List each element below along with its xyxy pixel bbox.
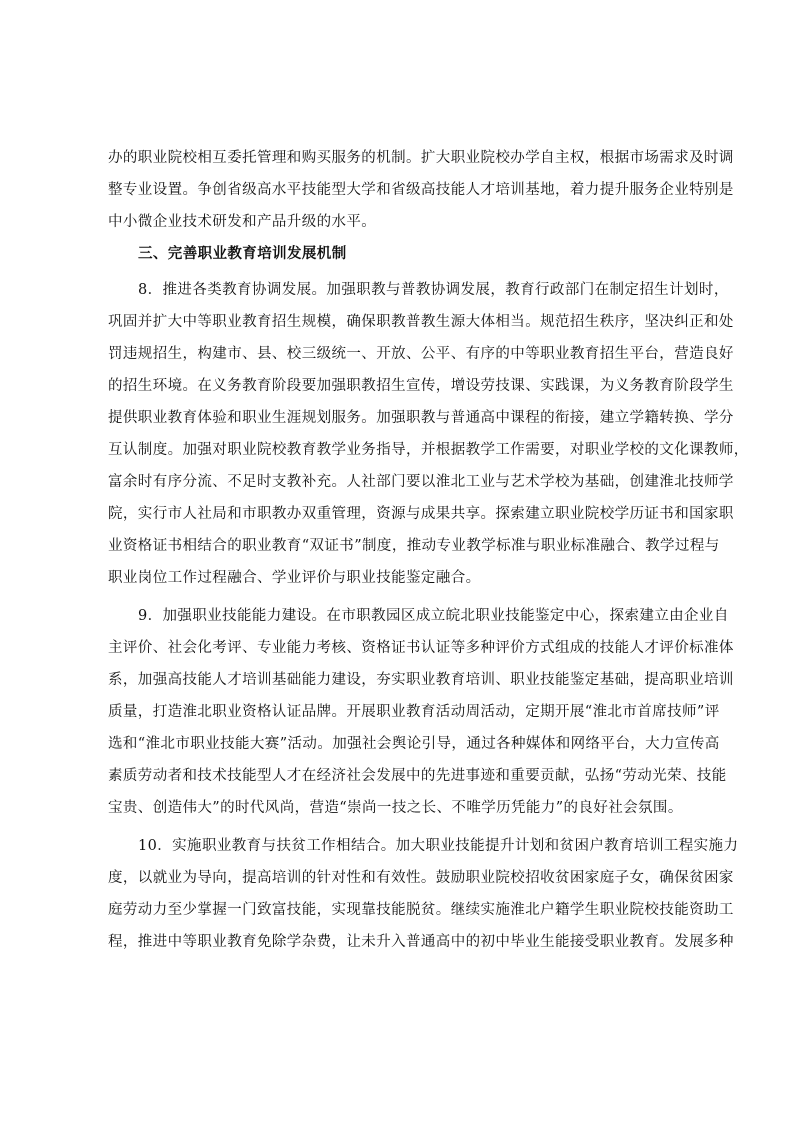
intro-line-2: 整专业设置。争创省级高水平技能型大学和省级高技能人才培训基地，着力提升服务企业特别是 [108,182,734,198]
item9-line-1: 9．加强职业技能能力建设。在市职教园区成立皖北职业技能鉴定中心，探索建立由企业自 [138,608,729,624]
item8-line-9: 业资格证书相结合的职业教育“双证书”制度，推动专业教学标准与职业标准融合、教学过程与 [108,538,720,554]
item9-line-2: 主评价、社会化考评、专业能力考核、资格证书认证等多种评价方式组成的技能人才评价标准体 [108,640,734,656]
item8-line-5: 提供职业教育体验和职业生涯规划服务。加强职教与普通高中课程的衔接，建立学籍转换、学分 [108,410,734,426]
item8-line-3: 罚违规招生，构建市、县、校三级统一、开放、公平、有序的中等职业教育招生平台，营造良好 [108,346,734,362]
item8-line-2: 巩固并扩大中等职业教育招生规模，确保职教普教生源大体相当。规范招生秩序，坚决纠正和处 [108,314,734,330]
item8-line-10: 职业岗位工作过程融合、学业评价与职业技能鉴定融合。 [108,570,481,586]
item10-line-4: 程，推进中等职业教育免除学杂费，让未升入普通高中的初中毕业生能接受职业教育。发展多种 [108,934,734,950]
item10-line-2: 度，以就业为导向，提高培训的针对性和有效性。鼓励职业院校招收贫困家庭子女，确保贫困家 [108,870,734,886]
item10-line-1: 10．实施职业教育与扶贫工作相结合。加大职业技能提升计划和贫困户教育培训工程实施力 [138,838,739,854]
item9-line-3: 系，加强高技能人才培训基础能力建设，夯实职业教育培训、职业技能鉴定基础，提高职业培训 [108,672,734,688]
section-heading: 三、完善职业教育培训发展机制 [138,245,347,262]
item8-line-1: 8．推进各类教育协调发展。加强职教与普教协调发展，教育行政部门在制定招生计划时， [138,282,729,298]
item9-line-5: 选和“淮北市职业技能大赛”活动。加强社会舆论引导，通过各种媒体和网络平台，大力宣传高 [108,736,720,752]
item9-line-6: 素质劳动者和技术技能型人才在经济社会发展中的先进事迹和重要贡献，弘扬“劳动光荣、技能 [108,768,727,784]
intro-line-1: 办的职业院校相互委托管理和购买服务的机制。扩大职业院校办学自主权，根据市场需求及时调 [108,150,734,166]
item8-line-8: 院，实行市人社局和市职教办双重管理，资源与成果共享。探索建立职业院校学历证书和国家职 [108,506,734,522]
item9-line-4: 质量，打造淮北职业资格认证品牌。开展职业教育活动周活动，定期开展“淮北市首席技师”评 [108,704,720,720]
intro-line-3: 中小微企业技术研发和产品升级的水平。 [108,214,377,230]
item9-line-7: 宝贵、创造伟大”的时代风尚，营造“崇尚一技之长、不唯学历凭能力”的良好社会氛围。 [108,800,683,816]
item8-line-7: 富余时有序分流、不足时支教补充。人社部门要以淮北工业与艺术学校为基础，创建淮北技师学 [108,474,734,490]
item8-line-4: 的招生环境。在义务教育阶段要加强职教招生宣传，增设劳技课、实践课，为义务教育阶段学生 [108,378,734,394]
item8-line-6: 互认制度。加强对职业院校教育教学业务指导，并根据教学工作需要，对职业学校的文化课教师， [108,442,749,458]
item10-line-3: 庭劳动力至少掌握一门致富技能，实现靠技能脱贫。继续实施淮北户籍学生职业院校技能资助工 [108,902,734,918]
